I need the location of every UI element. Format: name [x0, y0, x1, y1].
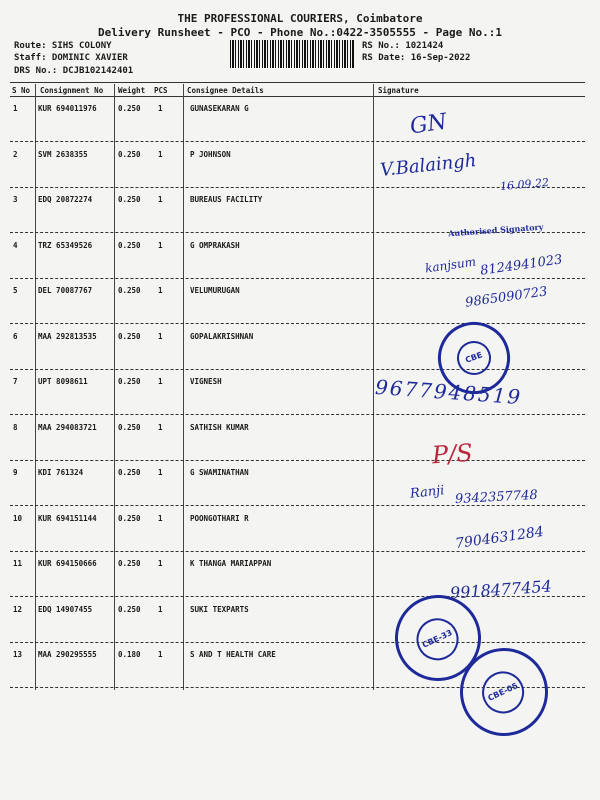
row-cell-weight: 0.250: [118, 513, 141, 523]
row-cell-sno: 13: [13, 650, 23, 659]
row-cell-pcs: 1: [158, 149, 163, 159]
row-cell-pcs: 1: [158, 240, 163, 250]
signature-row-11: 9918477454: [449, 576, 553, 603]
row-cell-weight: 0.250: [118, 559, 141, 568]
row-divider: [10, 460, 585, 461]
signature-row-2: V.Balaingh: [379, 150, 478, 181]
row-cell-consignee: VIGNESH: [190, 377, 222, 386]
row-divider: [10, 141, 585, 142]
row-cell-consignee: P JOHNSON: [190, 149, 231, 159]
row-cell-pcs: 1: [158, 331, 163, 341]
signature-row-8: P/S: [431, 438, 474, 470]
row-cell-cn: UPT 8098611: [38, 377, 88, 386]
stamp-center: CBE-33: [410, 611, 466, 667]
signature-row-10: 7904631284: [454, 523, 545, 553]
column-divider: [114, 84, 115, 690]
runsheet-subtitle: Delivery Runsheet - PCO - Phone No.:0422-3505555 - Page No.:1: [98, 26, 502, 39]
row-cell-cn: MAA 292813535: [38, 331, 97, 341]
row-cell-pcs: 1: [158, 513, 163, 523]
row-cell-sno: 6: [13, 331, 18, 341]
row-cell-consignee: BUREAUS FACILITY: [190, 195, 263, 204]
row-cell-sno: 5: [13, 286, 18, 295]
row-divider: [10, 551, 585, 552]
row-cell-weight: 0.180: [118, 650, 141, 659]
row-cell-pcs: 1: [158, 195, 163, 204]
row-cell-sno: 1: [13, 104, 18, 113]
row-cell-sno: 2: [13, 149, 18, 159]
row-divider: [10, 505, 585, 506]
barcode: [230, 40, 355, 68]
signature-row-9-phone: 9342357748: [454, 487, 539, 508]
row-cell-consignee: GUNASEKARAN G: [190, 104, 249, 113]
row-cell-sno: 4: [13, 240, 18, 250]
row-cell-cn: DEL 70087767: [38, 286, 93, 295]
signature-row-2-date: 16.09.22: [499, 175, 550, 194]
row-cell-weight: 0.250: [118, 422, 141, 432]
row-cell-weight: 0.250: [118, 468, 141, 477]
signature-row-4: kanjsum: [424, 254, 477, 276]
row-cell-consignee: K THANGA MARIAPPAN: [190, 559, 272, 568]
signature-row-1: GN: [408, 109, 449, 140]
row-divider: [10, 414, 585, 415]
route-label: Route: SIHS COLONY: [14, 41, 112, 51]
row-cell-cn: KUR 694011976: [38, 104, 97, 113]
table-top-border: [10, 82, 585, 83]
row-cell-cn: EDQ 14907455: [38, 604, 93, 614]
rs-date: RS Date: 16-Sep-2022: [362, 53, 471, 63]
row-divider: [10, 323, 585, 324]
row-cell-pcs: 1: [158, 559, 163, 568]
row-cell-weight: 0.250: [118, 240, 141, 250]
column-header-signature: Signature: [378, 86, 419, 95]
column-divider: [35, 84, 36, 690]
row-cell-cn: MAA 290295555: [38, 650, 97, 659]
row-cell-sno: 7: [13, 377, 18, 386]
row-cell-cn: SVM 2638355: [38, 149, 88, 159]
row-divider: [10, 278, 585, 279]
row-cell-pcs: 1: [158, 604, 163, 614]
row-cell-consignee: GOPALAKRISHNAN: [190, 331, 254, 341]
row-cell-sno: 10: [13, 513, 23, 523]
row-cell-pcs: 1: [158, 104, 163, 113]
company-title: THE PROFESSIONAL COURIERS, Coimbatore: [177, 12, 423, 25]
row-cell-weight: 0.250: [118, 286, 141, 295]
row-cell-pcs: 1: [158, 422, 163, 432]
row-cell-consignee: VELUMURUGAN: [190, 286, 240, 295]
row-cell-pcs: 1: [158, 650, 163, 659]
row-cell-sno: 12: [13, 604, 23, 614]
stamp-center: CBE-05: [475, 665, 531, 721]
row-cell-sno: 3: [13, 195, 18, 204]
row-cell-sno: 9: [13, 468, 18, 477]
row-cell-pcs: 1: [158, 286, 163, 295]
signature-row-4-phone: 8124941023: [479, 252, 564, 279]
rs-number: RS No.: 1021424: [362, 41, 444, 51]
row-cell-weight: 0.250: [118, 195, 141, 204]
row-cell-cn: KUR 694150666: [38, 559, 97, 568]
column-divider: [373, 84, 374, 690]
row-cell-weight: 0.250: [118, 331, 141, 341]
stamp-center: CBE: [452, 336, 496, 380]
row-cell-weight: 0.250: [118, 604, 141, 614]
row-divider: [10, 187, 585, 188]
signature-row-7: 9677948519: [374, 374, 523, 410]
row-cell-cn: KDI 761324: [38, 468, 84, 477]
row-cell-consignee: G OMPRAKASH: [190, 240, 240, 250]
row-cell-cn: KUR 694151144: [38, 513, 97, 523]
row-cell-consignee: SATHISH KUMAR: [190, 422, 249, 432]
column-header-sno: S No: [12, 86, 31, 95]
row-cell-cn: TRZ 65349526: [38, 240, 93, 250]
row-cell-consignee: SUKI TEXPARTS: [190, 604, 249, 614]
column-header-weight: Weight: [118, 86, 146, 95]
column-header-consignment: Consignment No: [40, 86, 104, 95]
row-cell-sno: 11: [13, 559, 23, 568]
row-cell-weight: 0.250: [118, 104, 141, 113]
column-header-consignee: Consignee Details: [187, 86, 264, 95]
row-cell-pcs: 1: [158, 377, 163, 386]
row-divider: [10, 642, 585, 643]
row-cell-weight: 0.250: [118, 149, 141, 159]
column-divider: [183, 84, 184, 690]
row-cell-sno: 8: [13, 422, 18, 432]
signature-row-9: Ranji: [409, 483, 446, 502]
row-cell-cn: MAA 294083721: [38, 422, 97, 432]
drs-number: DRS No.: DCJB102142401: [14, 66, 134, 76]
table-header-border: [10, 96, 585, 97]
row-cell-weight: 0.250: [118, 377, 141, 386]
row-cell-consignee: POONGOTHARI R: [190, 513, 249, 523]
row-cell-consignee: S AND T HEALTH CARE: [190, 650, 276, 659]
column-header-pcs: PCS: [154, 86, 168, 95]
signature-row-3: Authorised Signatory: [447, 221, 544, 239]
row-cell-pcs: 1: [158, 468, 163, 477]
row-cell-cn: EDQ 20872274: [38, 195, 93, 204]
staff-label: Staff: DOMINIC XAVIER: [14, 53, 128, 63]
row-cell-consignee: G SWAMINATHAN: [190, 468, 249, 477]
signature-row-5: 9865090723: [464, 284, 549, 311]
